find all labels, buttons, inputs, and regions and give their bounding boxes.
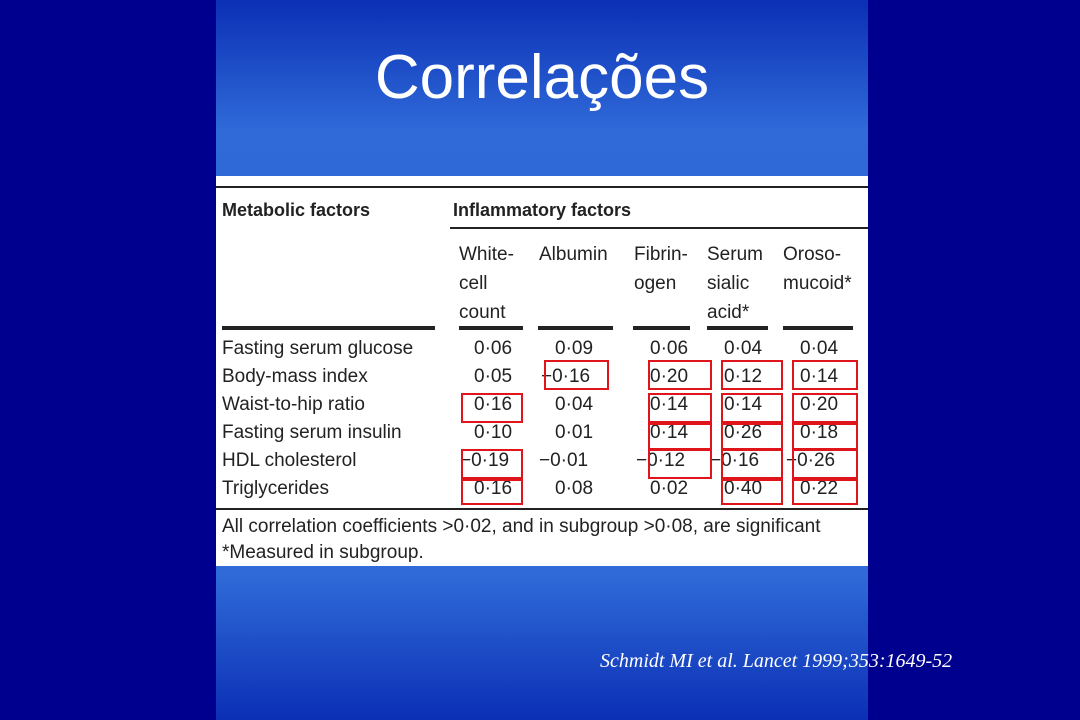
header-rule-metabolic <box>222 326 435 330</box>
table-cell: 0·22 <box>800 478 839 499</box>
highlight-box <box>461 479 523 505</box>
col-header-orosomucoid: Oroso- mucoid* <box>783 244 852 294</box>
table-cell: 0·40 <box>724 478 763 499</box>
footnote-subgroup: *Measured in subgroup. <box>222 542 424 563</box>
highlight-box <box>648 423 712 450</box>
table-row-label: Fasting serum glucose <box>222 338 414 359</box>
table-cell: 0·08 <box>555 478 594 499</box>
col-header-white-cell-count: White- cell count <box>459 244 514 323</box>
table-row-label: Body-mass index <box>222 366 368 387</box>
highlight-box <box>544 360 609 390</box>
inflammatory-factors-header: Inflammatory factors <box>453 200 632 220</box>
highlight-box <box>721 360 783 390</box>
table-row-label: Fasting serum insulin <box>222 422 402 443</box>
header-rule-wcc <box>459 326 523 330</box>
footnote-significance: All correlation coefficients >0·02, and in subgroup >0·08, are significant <box>222 516 821 537</box>
highlight-box <box>792 423 858 450</box>
table-cell: −0·16 <box>541 366 591 387</box>
highlight-box <box>721 449 783 479</box>
table-cell: 0·14 <box>650 422 689 443</box>
table-cell: −0·01 <box>539 450 589 471</box>
table-bottom-rule <box>216 508 868 510</box>
header-rule-albumin <box>538 326 613 330</box>
correlation-table <box>216 176 868 566</box>
col-header-albumin: Albumin <box>539 244 608 265</box>
table-cell: −0·12 <box>636 450 686 471</box>
table-cell: 0·02 <box>650 478 689 499</box>
table-cell: 0·18 <box>800 422 839 443</box>
table-cell: 0·26 <box>724 422 763 443</box>
table-cell: −0·16 <box>710 450 760 471</box>
table-cell: 0·20 <box>650 366 689 387</box>
highlight-box <box>792 449 858 479</box>
table-cell: 0·16 <box>474 394 513 415</box>
group-header-rule <box>450 227 868 229</box>
highlight-box <box>648 449 712 479</box>
table-cell: 0·04 <box>800 338 839 359</box>
table-cell: −0·19 <box>460 450 510 471</box>
highlight-box <box>721 423 783 450</box>
slide-title: Correlações <box>374 43 710 112</box>
table-cell: 0·06 <box>650 338 689 359</box>
table-cell: 0·04 <box>555 394 594 415</box>
table-cell: −0·26 <box>786 450 836 471</box>
highlight-box <box>461 449 523 479</box>
table-cell: 0·20 <box>800 394 839 415</box>
highlight-box <box>792 360 858 390</box>
citation: Schmidt MI et al. Lancet 1999;353:1649-52 <box>600 650 953 672</box>
table-cell: 0·14 <box>800 366 839 387</box>
table-row-label: HDL cholesterol <box>222 450 357 471</box>
highlight-box <box>792 393 858 423</box>
highlight-box <box>721 479 783 505</box>
table-cell: 0·12 <box>724 366 763 387</box>
highlight-box <box>792 479 858 505</box>
header-rule-sialic <box>707 326 768 330</box>
table-cell: 0·14 <box>650 394 689 415</box>
table-row-label: Triglycerides <box>222 478 329 499</box>
highlight-box <box>721 393 783 423</box>
table-cell: 0·10 <box>474 422 513 443</box>
metabolic-factors-header: Metabolic factors <box>222 200 371 220</box>
table-cell: 0·16 <box>474 478 513 499</box>
header-rule-fibrinogen <box>633 326 690 330</box>
table-top-rule <box>216 186 868 188</box>
col-header-fibrinogen: Fibrin- ogen <box>634 244 688 294</box>
col-header-serum-sialic-acid: Serum sialic acid* <box>707 244 763 323</box>
table-cell: 0·06 <box>474 338 513 359</box>
table-cell: 0·04 <box>724 338 763 359</box>
table-cell: 0·09 <box>555 338 594 359</box>
table-cell: 0·01 <box>555 422 594 443</box>
table-row-label: Waist-to-hip ratio <box>222 394 365 415</box>
highlight-box <box>648 393 712 423</box>
header-rule-orosomucoid <box>783 326 853 330</box>
highlight-box <box>648 360 712 390</box>
highlight-box <box>461 393 523 423</box>
table-cell: 0·14 <box>724 394 763 415</box>
table-cell: 0·05 <box>474 366 513 387</box>
